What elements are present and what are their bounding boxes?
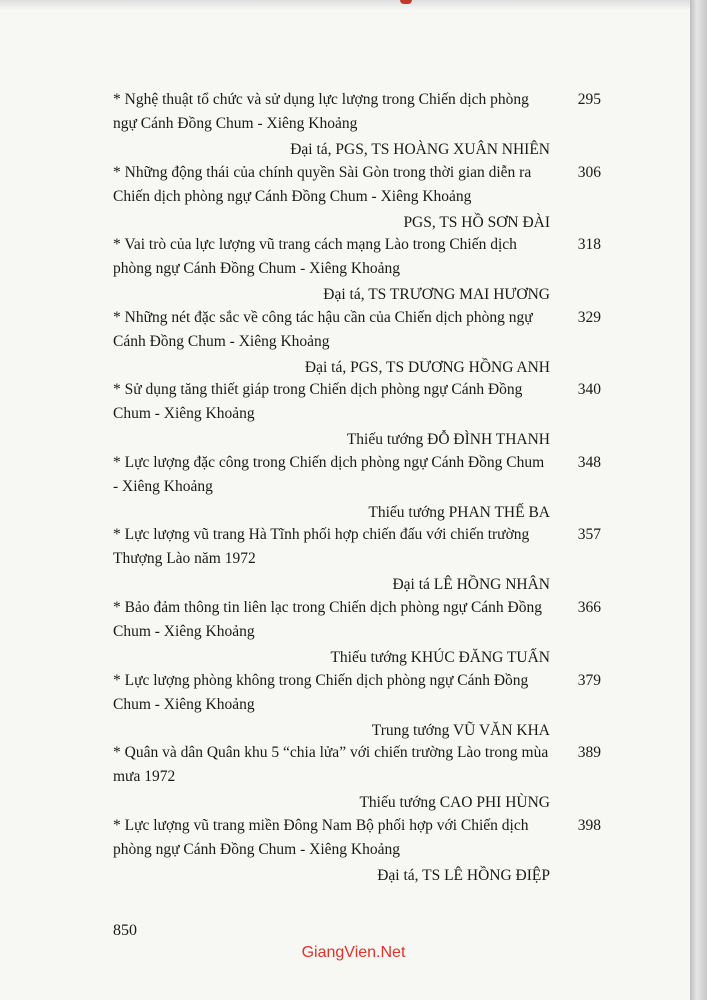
toc-entry-page: 295 bbox=[577, 91, 601, 108]
toc-entry-page: 389 bbox=[577, 744, 601, 761]
toc-entry-page: 306 bbox=[577, 164, 601, 181]
toc-entry-title: * Lực lượng đặc công trong Chiến dịch phòng ngự Cánh Đồng Chum - Xiêng Khoảng bbox=[113, 454, 545, 495]
toc-entry-title: * Vai trò của lực lượng vũ trang cách mạng Lào trong Chiến dịch phòng ngự Cánh Đồng Chum - Xiêng Khoảng bbox=[113, 236, 517, 277]
toc-entry-author: Thiếu tướng KHÚC ĐĂNG TUẤN bbox=[330, 649, 550, 666]
toc-entry-author: Thiếu tướng CAO PHI HÙNG bbox=[359, 794, 550, 811]
toc-entry-page: 398 bbox=[577, 817, 601, 834]
page-top-edge bbox=[0, 0, 690, 10]
toc-entry-title: * Lực lượng phòng không trong Chiến dịch phòng ngự Cánh Đồng Chum - Xiêng Khoảng bbox=[113, 672, 529, 713]
toc-entry-title: * Lực lượng vũ trang Hà Tĩnh phối hợp chiến đấu với chiến trường Thượng Lào năm 1972 bbox=[113, 526, 530, 567]
toc-entry-title: * Bảo đảm thông tin liên lạc trong Chiến dịch phòng ngự Cánh Đồng Chum - Xiêng Khoảng bbox=[113, 599, 542, 640]
toc-entry-title: * Lực lượng vũ trang miền Đông Nam Bộ phối hợp với Chiến dịch phòng ngự Cánh Đồng Chum - Xiêng Khoảng bbox=[113, 817, 529, 858]
page-number: 850 bbox=[113, 922, 137, 939]
toc-entry-title: * Những động thái của chính quyền Sài Gòn trong thời gian diễn ra Chiến dịch phòng ngự Cánh Đồng Chum - Xiêng Khoảng bbox=[113, 164, 532, 205]
toc-entry-title: * Những nét đặc sắc về công tác hậu cần của Chiến dịch phòng ngự Cánh Đồng Chum - Xiêng Khoảng bbox=[113, 309, 533, 350]
toc-entry-page: 348 bbox=[577, 454, 601, 471]
toc-entry-page: 329 bbox=[577, 309, 601, 326]
toc-entry-author: Đại tá LÊ HỒNG NHÂN bbox=[392, 576, 550, 593]
toc-entry-page: 379 bbox=[577, 672, 601, 689]
toc-entry-author: Đại tá, PGS, TS DƯƠNG HỒNG ANH bbox=[304, 359, 550, 376]
toc-entry-author: Thiếu tướng ĐỖ ĐÌNH THANH bbox=[346, 431, 550, 448]
toc-entry-author: Trung tướng VŨ VĂN KHA bbox=[371, 722, 550, 739]
toc-entry-author: Đại tá, TS TRƯƠNG MAI HƯƠNG bbox=[323, 286, 550, 303]
toc-entry-author: Đại tá, TS LÊ HỒNG ĐIỆP bbox=[377, 867, 550, 884]
watermark: GiangVien.Net bbox=[301, 944, 406, 961]
toc-entry-author: Thiếu tướng PHAN THẾ BA bbox=[368, 504, 550, 521]
toc-entry-author: Đại tá, PGS, TS HOÀNG XUÂN NHIÊN bbox=[290, 141, 550, 158]
toc-entry-title: * Nghệ thuật tổ chức và sử dụng lực lượng trong Chiến dịch phòng ngự Cánh Đồng Chum - Xiêng Khoảng bbox=[113, 91, 529, 132]
toc-entry-title: * Quân và dân Quân khu 5 “chia lửa” với chiến trường Lào trong mùa mưa 1972 bbox=[113, 744, 549, 785]
page-binding-edge bbox=[690, 0, 707, 1000]
toc-entry-page: 366 bbox=[577, 599, 601, 616]
toc-entry-page: 357 bbox=[577, 526, 601, 543]
toc-entry-page: 340 bbox=[577, 381, 601, 398]
toc-entry-page: 318 bbox=[577, 236, 601, 253]
toc-entry-title: * Sử dụng tăng thiết giáp trong Chiến dịch phòng ngự Cánh Đồng Chum - Xiêng Khoảng bbox=[113, 381, 523, 422]
toc-entry-author: PGS, TS HỒ SƠN ĐÀI bbox=[403, 214, 550, 231]
